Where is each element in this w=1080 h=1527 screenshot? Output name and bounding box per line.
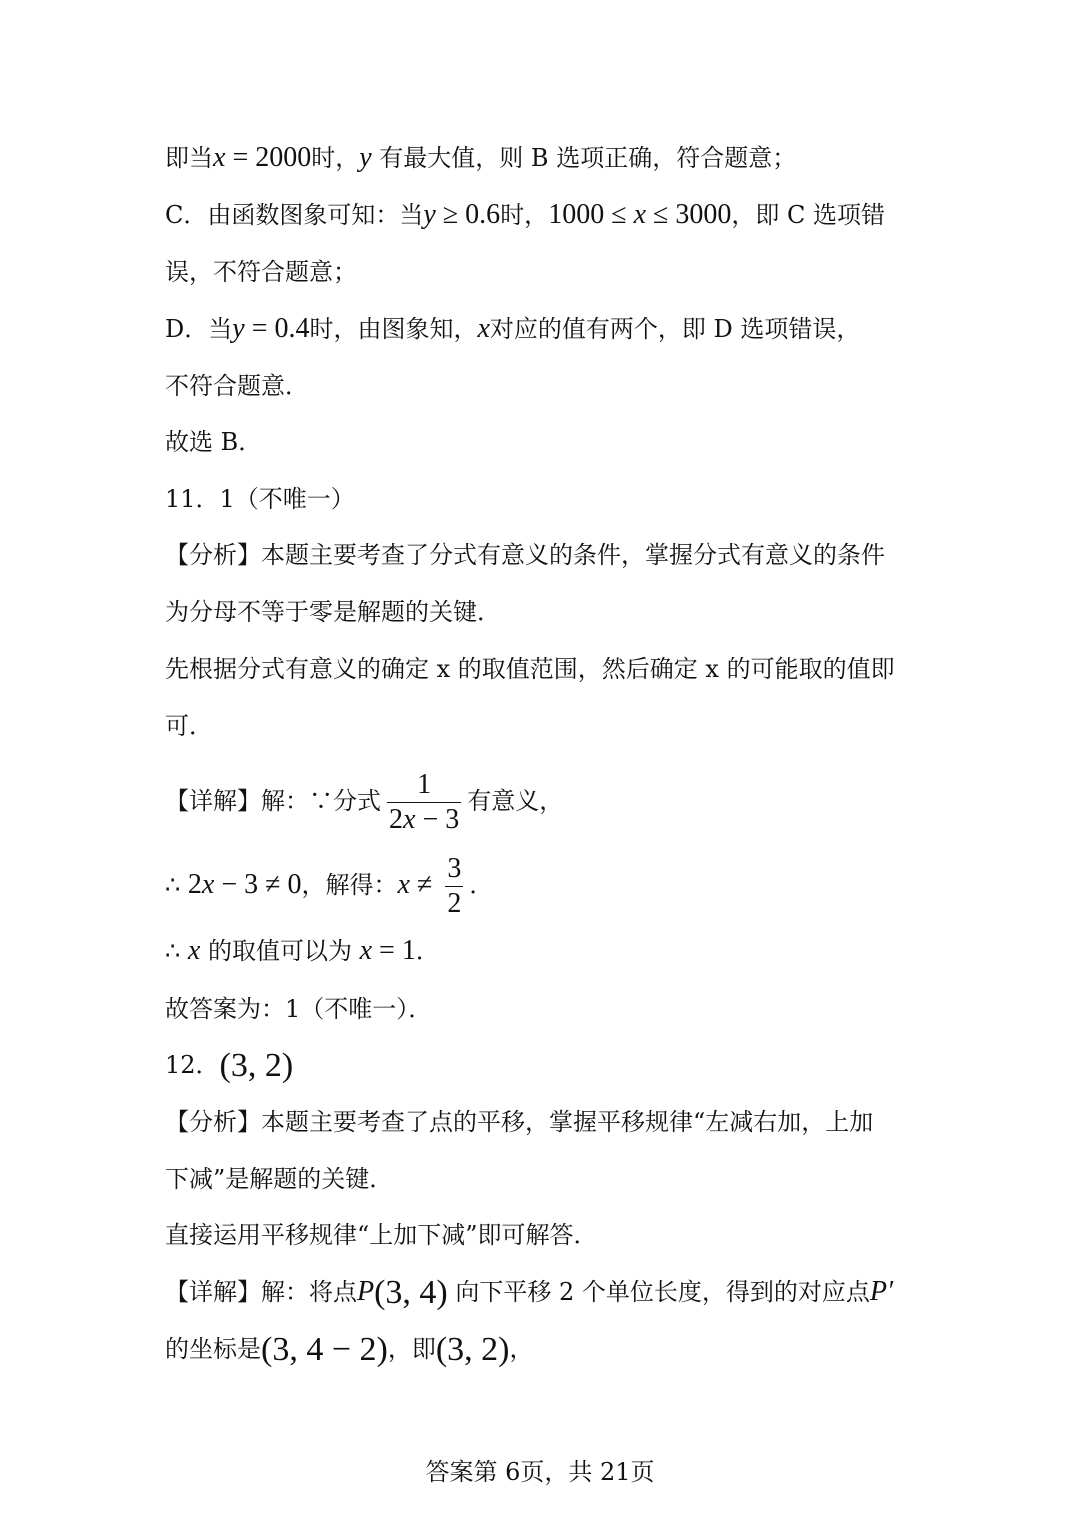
math-var: y bbox=[423, 199, 436, 230]
text-line-11 bbox=[165, 706, 925, 746]
math-var: x bbox=[359, 935, 373, 966]
math-expr: − 3 ≠ 0 bbox=[214, 869, 302, 900]
text-run: 有意义， bbox=[467, 787, 564, 815]
text-run: 【详解】解：∵分式 bbox=[165, 787, 381, 815]
text-run: ． bbox=[415, 937, 440, 965]
text-line-4 bbox=[165, 309, 925, 349]
text-run: 误，不符合题意； bbox=[165, 258, 357, 286]
text-run: C．由函数图象可知：当 bbox=[165, 201, 424, 229]
text-run: 对应的值有两个，即 D 选项错误， bbox=[489, 315, 861, 343]
text-line-17 bbox=[165, 1102, 925, 1142]
math-expr: ≤ 3000 bbox=[646, 199, 732, 230]
math-var: x bbox=[403, 804, 416, 835]
text-run: 下减”是解题的关键． bbox=[165, 1165, 394, 1193]
math-expr: ≠ bbox=[409, 869, 440, 900]
text-run: 故选 B． bbox=[165, 428, 263, 456]
math-expr: (3, 4 − 2) bbox=[261, 1331, 388, 1368]
text-run: ∴ bbox=[165, 871, 188, 899]
text-run: 不符合题意． bbox=[165, 372, 309, 400]
math-var: y bbox=[359, 142, 372, 173]
text-run: 【详解】解：将点 bbox=[165, 1278, 357, 1306]
text-run: 【分析】本题主要考查了点的平移，掌握平移规律“左减右加，上加 bbox=[165, 1108, 874, 1136]
text-line-9 bbox=[165, 592, 925, 632]
text-run: 【分析】本题主要考查了分式有意义的条件，掌握分式有意义的条件 bbox=[165, 541, 885, 569]
text-run: 直接运用平移规律“上加下减”即可解答． bbox=[165, 1221, 598, 1249]
text-run: 11．1（不唯一） bbox=[165, 485, 355, 513]
math-expr: = 1 bbox=[372, 935, 416, 966]
math-expr: (3, 4) bbox=[374, 1274, 448, 1311]
math-expr: = 2000 bbox=[225, 142, 312, 173]
text-line-6 bbox=[165, 422, 925, 462]
text-line-1 bbox=[165, 138, 925, 178]
text-line-21 bbox=[165, 1329, 925, 1370]
text-run: 向下平移 2 个单位长度，得到的对应点 bbox=[447, 1278, 870, 1306]
math-expr: (3, 2) bbox=[435, 1331, 510, 1368]
math-var: P′ bbox=[869, 1276, 894, 1307]
math-expr: ≥ 0.6 bbox=[435, 199, 501, 230]
math-var: x bbox=[477, 313, 490, 344]
text-line-10 bbox=[165, 649, 925, 689]
text-run: ，即 C 选项错 bbox=[731, 201, 885, 229]
fraction-denominator bbox=[387, 802, 461, 837]
text-run: ， bbox=[509, 1335, 534, 1363]
math-expr: = 0.4 bbox=[244, 313, 310, 344]
math-var: P bbox=[357, 1276, 375, 1307]
text-line-18 bbox=[165, 1159, 925, 1199]
text-line-5 bbox=[165, 366, 925, 406]
text-run: ，解得： bbox=[301, 871, 398, 899]
text-run: D．当 bbox=[165, 315, 233, 343]
math-expr: 2 bbox=[389, 804, 403, 835]
page-footer: 答案第 6页，共 21页 bbox=[425, 1458, 655, 1486]
fraction bbox=[387, 768, 461, 837]
math-var: x bbox=[213, 142, 226, 173]
text-run: 可． bbox=[165, 712, 213, 740]
text-run: 的取值可以为 bbox=[200, 937, 360, 965]
math-var: x bbox=[201, 869, 215, 900]
math-expr: 2 bbox=[187, 869, 202, 900]
fraction bbox=[445, 852, 463, 921]
text-line-2 bbox=[165, 195, 925, 235]
answer-11-heading bbox=[165, 479, 925, 519]
math-expr: (3, 2) bbox=[219, 1047, 294, 1084]
text-line-3 bbox=[165, 252, 925, 292]
text-run: 时，由图象知， bbox=[309, 315, 478, 343]
text-line-14 bbox=[165, 931, 925, 971]
text-line-19 bbox=[165, 1215, 925, 1255]
text-line-13 bbox=[165, 852, 925, 921]
text-run: 故答案为：1（不唯一）． bbox=[165, 995, 433, 1023]
text-run: 时， bbox=[311, 144, 360, 172]
text-line-15 bbox=[165, 989, 925, 1029]
text-run: 先根据分式有意义的确定 x 的取值范围，然后确定 x 的可能取的值即 bbox=[165, 655, 895, 683]
text-run: ． bbox=[469, 871, 494, 899]
text-line-12 bbox=[165, 768, 925, 837]
math-var: x bbox=[633, 199, 646, 230]
math-expr: 1000 ≤ bbox=[548, 199, 634, 230]
text-run: 即当 bbox=[165, 144, 213, 172]
text-run: 12． bbox=[165, 1051, 220, 1079]
math-var: y bbox=[232, 313, 245, 344]
fraction-numerator: 3 bbox=[447, 853, 462, 884]
text-run: 的坐标是 bbox=[165, 1335, 261, 1363]
math-var: x bbox=[397, 869, 410, 900]
fraction-denominator: 2 bbox=[447, 888, 462, 919]
text-run: ∴ bbox=[165, 937, 188, 965]
text-run: ，即 bbox=[387, 1335, 436, 1363]
text-run: 有最大值，则 B 选项正确，符合题意； bbox=[371, 144, 797, 172]
answer-12-heading bbox=[165, 1045, 925, 1086]
text-run: 为分母不等于零是解题的关键． bbox=[165, 598, 501, 626]
math-var: x bbox=[187, 935, 201, 966]
fraction-numerator: 1 bbox=[417, 769, 432, 800]
math-expr: − 3 bbox=[415, 804, 460, 835]
text-line-20 bbox=[165, 1272, 925, 1313]
text-line-8 bbox=[165, 535, 925, 575]
text-run: 时， bbox=[500, 201, 549, 229]
